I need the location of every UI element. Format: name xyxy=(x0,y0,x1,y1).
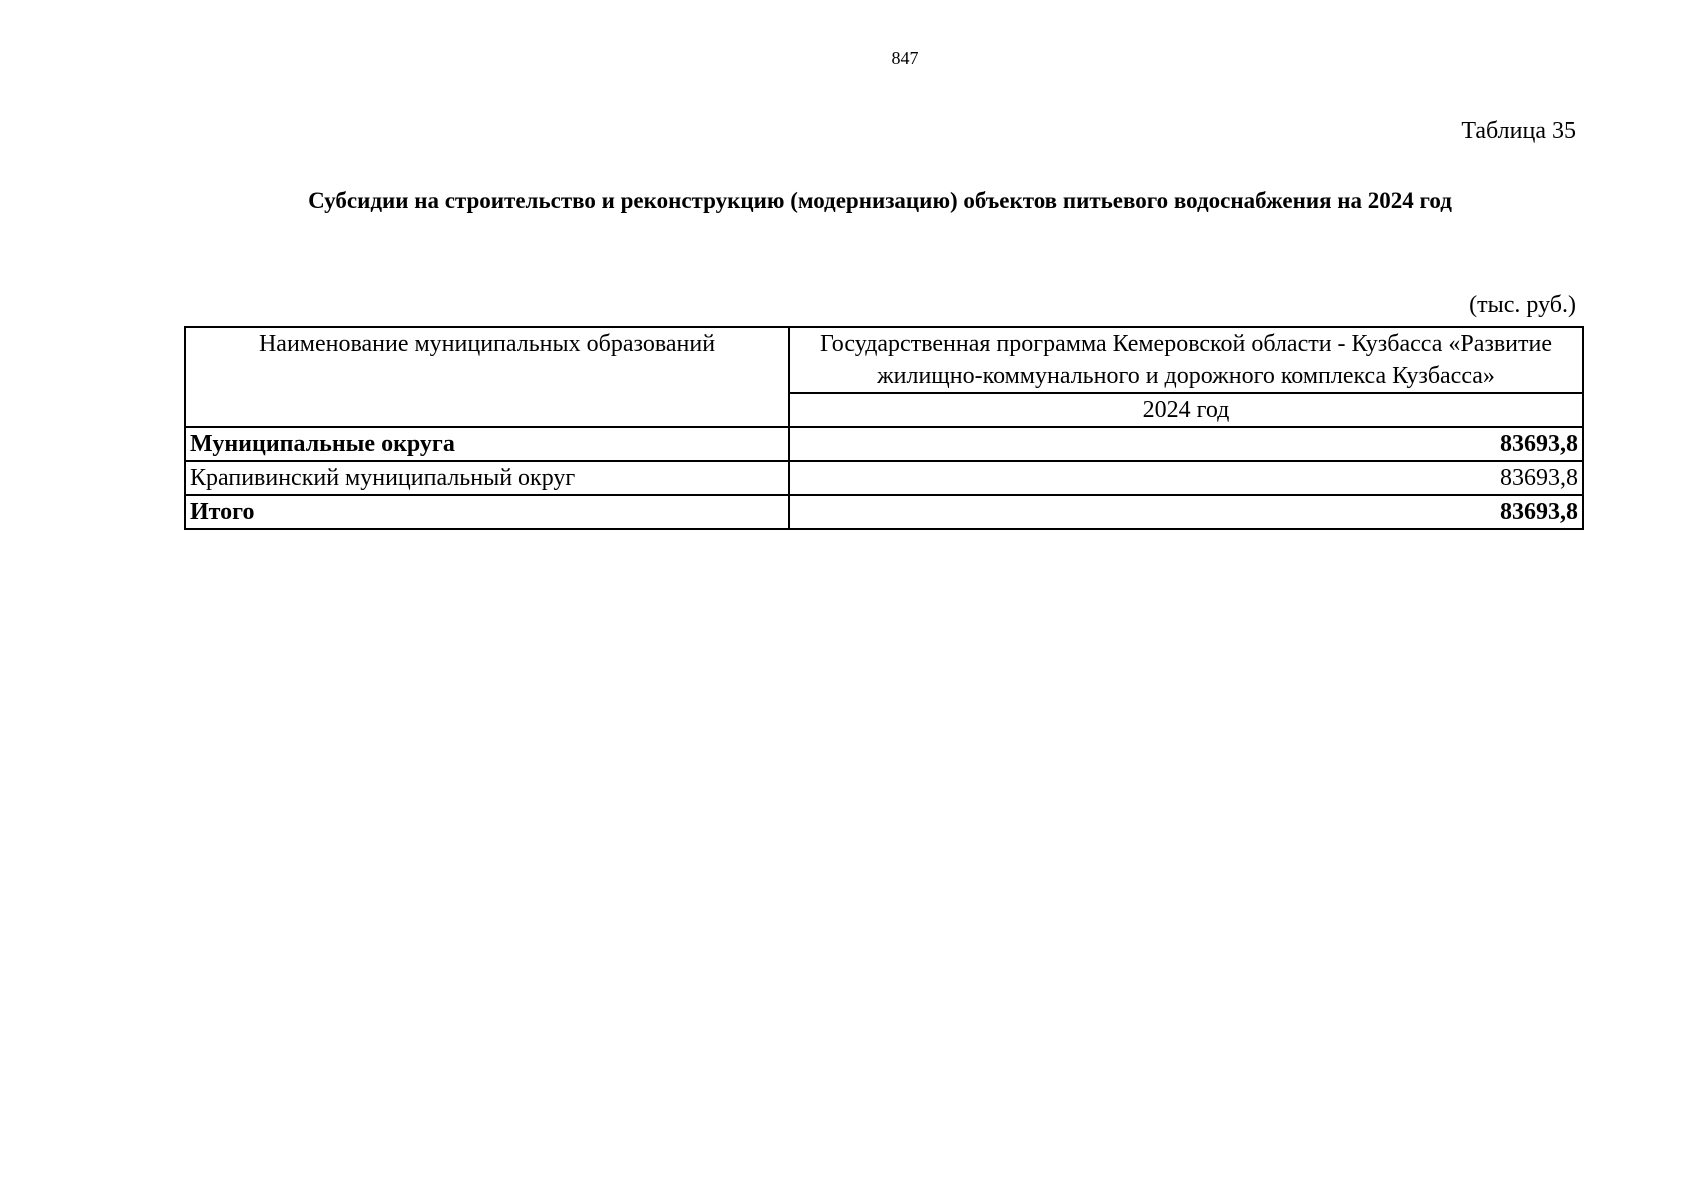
row-name: Муниципальные округа xyxy=(185,427,789,461)
header-state-program: Государственная программа Кемеровской области - Кузбасса «Развитие жилищно-коммунального и дорожного комплекса Кузбасса» xyxy=(789,327,1583,393)
row-name: Крапивинский муниципальный округ xyxy=(185,461,789,495)
page-number: 847 xyxy=(891,48,919,68)
subsidies-table xyxy=(184,326,1584,530)
document-title: Субсидии на строительство и реконструкцию (модернизацию) объектов питьевого водоснабжения на 2024 год xyxy=(308,188,1452,213)
units-label: (тыс. руб.) xyxy=(1469,292,1576,318)
table-label: Таблица 35 xyxy=(1461,118,1576,144)
row-value: 83693,8 xyxy=(789,495,1583,529)
table-row xyxy=(185,495,1583,529)
header-year: 2024 год xyxy=(789,393,1583,427)
header-municipality-name: Наименование муниципальных образований xyxy=(185,327,789,427)
row-value: 83693,8 xyxy=(789,427,1583,461)
table-row xyxy=(185,461,1583,495)
table-row xyxy=(185,427,1583,461)
table-header-row xyxy=(185,327,1583,393)
row-value: 83693,8 xyxy=(789,461,1583,495)
row-name: Итого xyxy=(185,495,789,529)
